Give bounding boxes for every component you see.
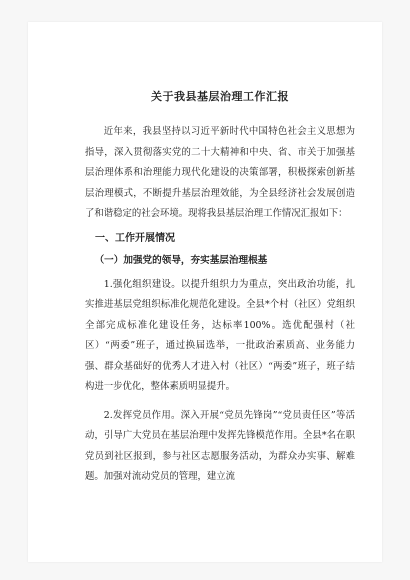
subsection-heading-1: （一）加强党的领导，夯实基层治理根基 xyxy=(94,254,268,266)
intro-paragraph: 近年来，我县坚持以习近平新时代中国特色社会主义思想为指导，深入贯彻落实党的二十大精神和中央、省、市关于加强基层治理体系和治理能力现代化建设的决策部署，积极探索创新基层治理模式，不断提升基层治理效能，为全县经济社会发展创造了和谐稳定的社会环境。现将我县基层治理工作情况汇报如下： xyxy=(85,126,355,219)
document-title: 关于我县基层治理工作汇报 xyxy=(151,90,289,103)
item-paragraph-1: 1.强化组织建设。以提升组织力为重点，突出政治功能，扎实推进基层党组织标准化规范化建设。全县*个村（社区）党组织全部完成标准化建设任务，达标率100%。选优配强村（社区）“两委”班子，通过换届选举，一批政治素质高、业务能力强、群众基础好的优秀人才进入村（社区）“两委”班子，班子结构进一步优化，整体素质明显提升。 xyxy=(85,278,355,392)
section-heading-1: 一、工作开展情况 xyxy=(95,232,175,244)
item-paragraph-2: 2.发挥党员作用。深入开展“党员先锋岗”“党员责任区”等活动，引导广大党员在基层治理中发挥先锋模范作用。全县*名在职党员到社区报到，参与社区志愿服务活动，为群众办实事、解难题。加强对流动党员的管理，建立流 xyxy=(85,409,355,482)
document-body xyxy=(85,88,355,488)
document-page xyxy=(28,22,382,562)
paragraph-spacer xyxy=(85,398,355,406)
